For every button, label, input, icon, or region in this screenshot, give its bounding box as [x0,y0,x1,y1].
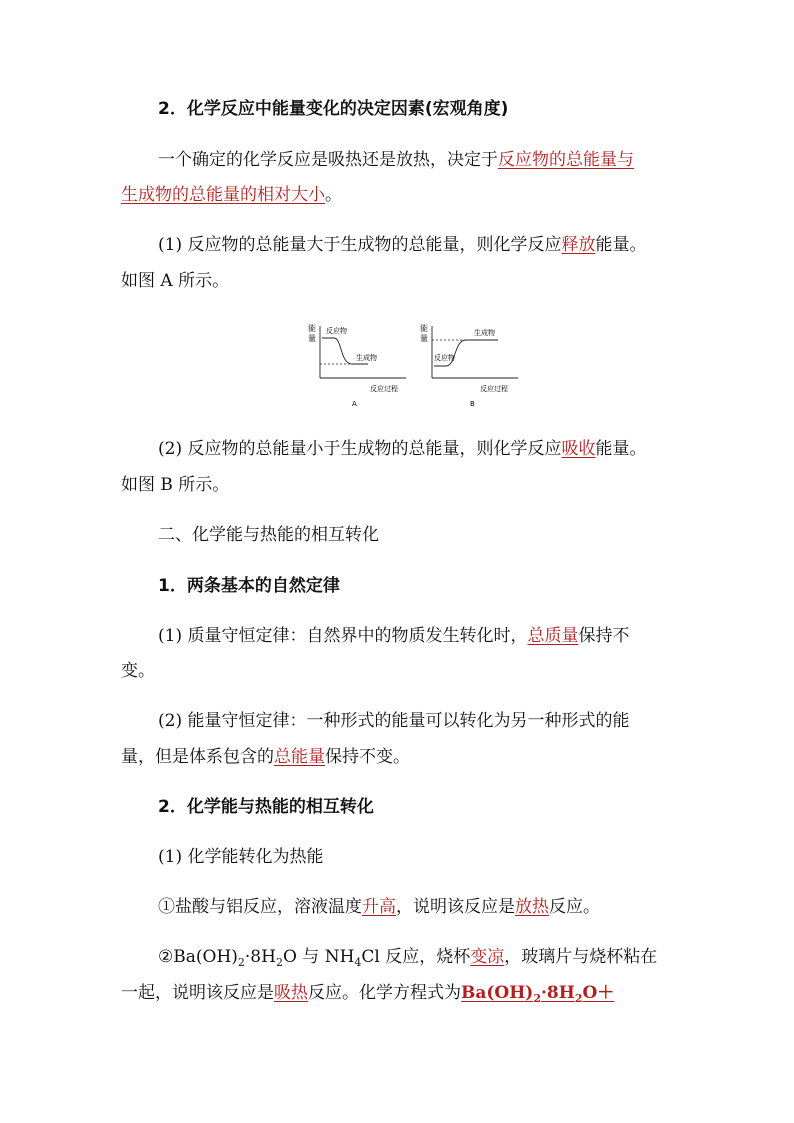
product-label: 生成物 [356,354,377,362]
subscript: 4 [354,956,362,969]
answer-equation [461,983,614,1003]
text: 一个确定的化学反应是吸热还是放热，决定于 [158,150,498,170]
energy-curve [434,340,498,366]
text: O 与 NH [282,947,355,967]
paragraph-1-line-1 [158,148,634,172]
text: 量，但是体系包含的 [121,747,274,767]
answer-blank: 总质量 [527,626,579,646]
energy-diagram-figure [308,320,528,412]
paragraph-6: (1) 化学能转化为热能 [158,847,324,867]
text: ②Ba(OH) [158,947,238,967]
text: 能量。 [595,439,647,459]
text: 保持不变。 [325,747,410,767]
paragraph-5-line-1: (2) 能量守恒定律：一种形式的能量可以转化为另一种形式的能 [158,711,630,731]
reactant-label: 反应物 [326,327,347,335]
paragraph-1-line-2 [121,183,342,207]
text: 一起，说明该反应是 [121,983,274,1003]
text: 反应。 [549,897,600,917]
subscript: 2 [574,992,583,1005]
diagram-b [420,323,518,408]
y-axis-label: 量 [308,334,316,343]
section-title-1: 1．两条基本的自然定律 [158,576,340,596]
subscript: 2 [533,992,541,1005]
text: 能量。 [595,235,647,255]
text: (1) 质量守恒定律：自然界中的物质发生转化时， [158,626,528,646]
text: 反应。化学方程式为 [308,983,461,1003]
paragraph-4-line-2: 变。 [121,661,155,681]
text: 。 [325,185,342,205]
answer-blank: 升高 [362,897,396,917]
subscript: 2 [237,956,245,969]
answer-blank: 变凉 [470,947,505,967]
section-title-2: 2．化学反应中能量变化的决定因素(宏观角度) [158,99,509,119]
reactant-label: 反应物 [434,354,455,362]
paragraph-8-line-1 [158,945,657,969]
text: ①盐酸与铝反应，溶液温度 [158,897,362,917]
text: ，说明该反应是 [396,897,515,917]
answer-blank: 吸收 [561,439,596,459]
y-axis-label: 能 [308,324,316,333]
y-axis-label: 量 [420,334,428,343]
caption-a: A [352,400,357,408]
caption-b: B [470,400,475,408]
paragraph-8-line-2 [121,981,614,1005]
paragraph-4-line-1 [158,624,629,648]
y-axis-label: 能 [420,324,428,333]
answer-blank: 总能量 [274,747,325,767]
product-label: 生成物 [474,329,495,337]
section-title-two: 二、化学能与热能的相互转化 [158,525,379,545]
section-title-2b: 2．化学能与热能的相互转化 [158,797,374,817]
answer-blank: 生成物的总能量的相对大小 [121,185,325,205]
diagram-a [308,323,406,408]
paragraph-3-line-1 [158,437,646,461]
text: ·8H [541,983,575,1003]
answer-blank: 反应物的总能量与 [498,150,634,170]
text: Cl 反应，烧杯 [361,947,471,967]
text: 保持不 [578,626,630,646]
paragraph-5-line-2 [121,745,410,769]
answer-blank: 放热 [515,897,549,917]
text: Ba(OH) [461,983,534,1003]
answer-blank: 释放 [561,235,596,255]
subscript: 2 [275,956,283,969]
x-axis-label: 反应过程 [370,385,398,393]
text: ，玻璃片与烧杯粘在 [504,947,658,967]
paragraph-2-line-2: 如图 A 所示。 [121,271,230,291]
text: (1) 反应物的总能量大于生成物的总能量，则化学反应 [158,235,562,255]
paragraph-2-line-1 [158,233,646,257]
paragraph-7 [158,895,600,919]
x-axis-label: 反应过程 [480,385,508,393]
text: ·8H [244,947,276,967]
text: O＋ [582,983,615,1003]
paragraph-3-line-2: 如图 B 所示。 [121,475,230,495]
answer-blank: 吸热 [274,983,308,1003]
text: (2) 反应物的总能量小于生成物的总能量，则化学反应 [158,439,562,459]
